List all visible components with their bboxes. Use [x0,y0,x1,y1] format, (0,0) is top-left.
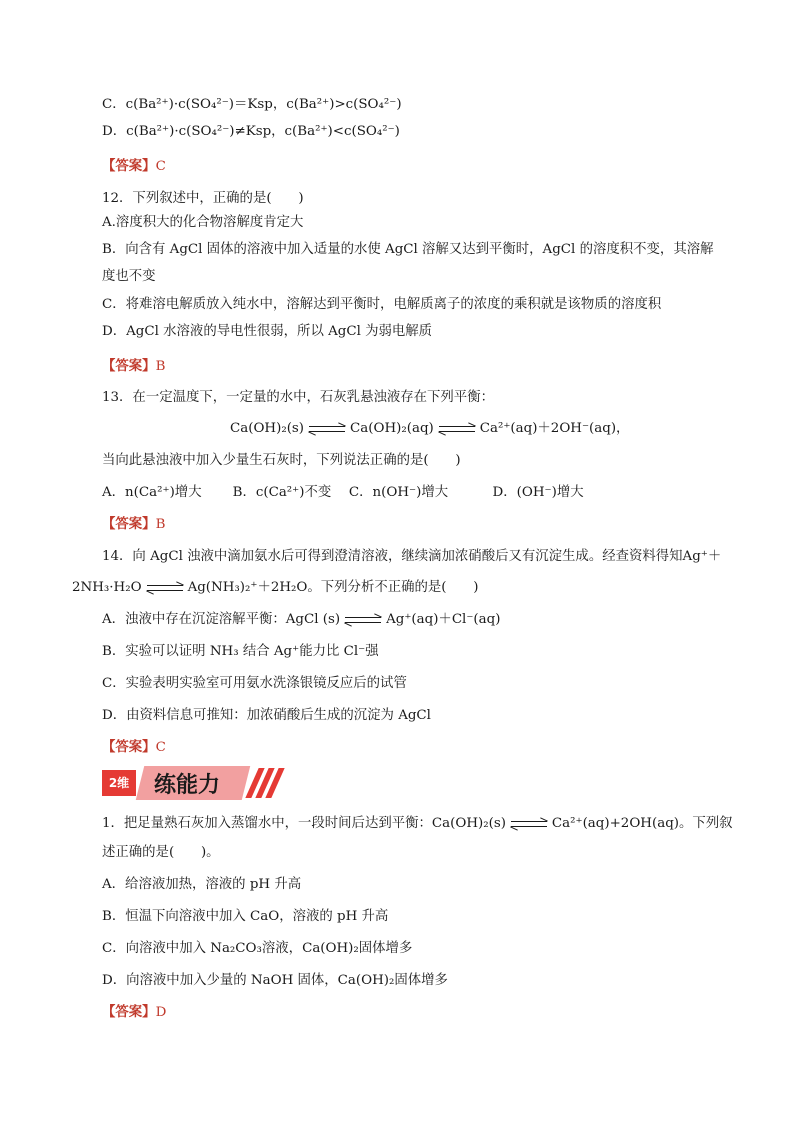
answer-label: 【答案】 [102,516,156,532]
practice-question-1 [102,815,733,833]
answer-13 [102,515,165,534]
banner-title: 练能力 [154,773,221,798]
equilibrium-arrow-icon [145,582,185,594]
eq-ammonia: 2NH₃·H₂O [72,580,142,595]
question-14: 14．向 AgCl 浊液中滴加氨水后可得到澄清溶液，继续滴加浓硝酸后又有沉淀生成。经查资料得知Ag⁺＋ [102,549,722,564]
question-12: 12．下列叙述中，正确的是( ) [102,191,304,206]
option-14a-ions: Ag⁺(aq)＋Cl⁻(aq) [386,612,501,627]
answer-label: 【答案】 [102,1004,156,1020]
question-13-stem: 当向此悬浊液中加入少量生石灰时，下列说法正确的是( ) [102,453,461,468]
option-12a: A.溶度积大的化合物溶解度肯定大 [102,215,304,230]
eq-complex: Ag(NH₃)₂⁺＋2H₂O。下列分析不正确的是( ) [187,580,479,595]
equilibrium-arrow-icon [343,614,383,626]
answer-12 [102,357,165,376]
question-14-eq [72,579,479,597]
practice-option-d: D．向溶液中加入少量的 NaOH 固体，Ca(OH)₂固体增多 [102,973,448,988]
answer-value: C [155,159,166,174]
answer-value: C [155,740,166,755]
practice-option-b: B．恒温下向溶液中加入 CaO，溶液的 pH 升高 [102,909,389,924]
answer-value: D [155,1005,167,1020]
option-11c: C．c(Ba²⁺)·c(SO₄²⁻)＝Ksp，c(Ba²⁺)>c(SO₄²⁻) [102,97,402,112]
option-12b: B．向含有 AgCl 固体的溶液中加入适量的水使 AgCl 溶解又达到平衡时，AgCl 的溶度积不变，其溶解 [102,242,714,257]
option-12b-cont: 度也不变 [102,269,156,284]
equilibrium-arrow-icon [307,423,347,435]
option-11d: D．c(Ba²⁺)·c(SO₄²⁻)≠Ksp，c(Ba²⁺)<c(SO₄²⁻) [102,124,400,139]
question-13: 13．在一定温度下，一定量的水中，石灰乳悬浊液存在下列平衡： [102,390,494,405]
option-12c: C．将难溶电解质放入纯水中，溶解达到平衡时，电解质离子的浓度的乘积就是该物质的溶度积 [102,297,662,312]
practice-option-a: A．给溶液加热，溶液的 pH 升高 [102,877,302,892]
section-banner [102,764,282,802]
option-14a-text: A．浊液中存在沉淀溶解平衡：AgCl (s) [102,612,341,627]
answer-14 [102,738,166,757]
option-14a [102,611,500,629]
equilibrium-arrow-icon [437,423,477,435]
banner-tag: 2维 [102,770,136,796]
practice-option-c: C．向溶液中加入 Na₂CO₃溶液，Ca(OH)₂固体增多 [102,941,413,956]
answer-practice-1 [102,1003,166,1022]
answer-label: 【答案】 [102,739,156,755]
equilibrium-arrow-icon [509,818,549,830]
eq-solid: Ca(OH)₂(s) [230,421,305,436]
option-12d: D．AgCl 水溶液的导电性很弱，所以 AgCl 为弱电解质 [102,324,433,339]
options-13: A．n(Ca²⁺)增大 B．c(Ca²⁺)不变 C．n(OH⁻)增大 D．(OH⁻)增大 [102,485,584,500]
answer-value: B [155,359,166,374]
answer-11 [102,157,166,176]
practice-q1-ions: Ca²⁺(aq)+2OH(aq)。下列叙 [551,816,733,831]
practice-q1-text: 1．把足量熟石灰加入蒸馏水中，一段时间后达到平衡：Ca(OH)₂(s) [102,816,506,831]
option-14b: B．实验可以证明 NH₃ 结合 Ag⁺能力比 Cl⁻强 [102,644,379,659]
answer-value: B [155,517,166,532]
option-14d: D．由资料信息可推知：加浓硝酸后生成的沉淀为 AgCl [102,708,431,723]
answer-label: 【答案】 [102,158,156,174]
option-14c: C．实验表明实验室可用氨水洗涤银镜反应后的试管 [102,676,407,691]
eq-ions: Ca²⁺(aq)＋2OH⁻(aq)， [479,421,630,436]
eq-aqueous: Ca(OH)₂(aq) [350,421,434,436]
answer-label: 【答案】 [102,358,156,374]
equation-13 [230,420,629,438]
practice-question-1-cont: 述正确的是( )。 [102,845,220,860]
